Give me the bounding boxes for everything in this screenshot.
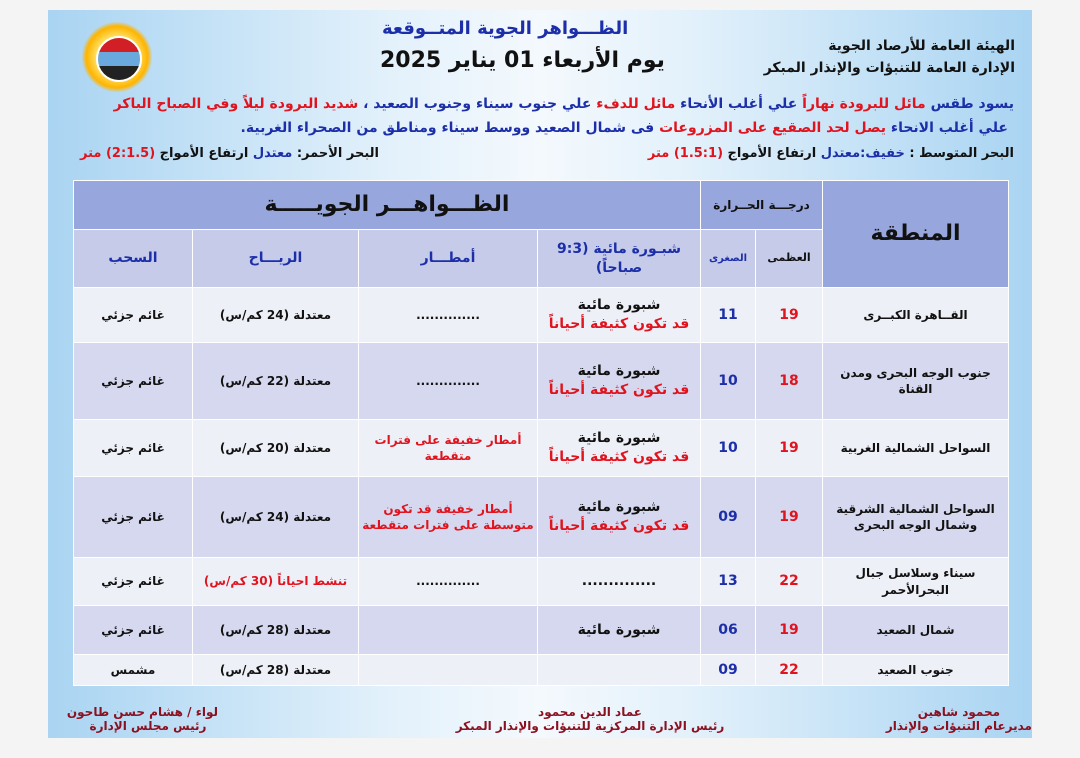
temperature-header: درجـــة الحــرارة [701, 181, 823, 230]
rain-cell: أمطار خفيفة على فترات متقطعة [359, 420, 538, 477]
fog-cell [538, 343, 701, 420]
summary-text: علي أغلب الانحاء [886, 120, 1008, 136]
table-row [74, 420, 1009, 477]
signatory-name: لواء / هشام حسن طاحون [66, 705, 218, 719]
summary-text: علي جنوب سيناء وجنوب الصعيد ، [358, 96, 597, 112]
min-temp-cell: 11 [701, 288, 756, 343]
rain-cell [359, 655, 538, 686]
region-header: المنطقة [823, 181, 1009, 288]
signature-central-director [455, 705, 725, 733]
cloud-cell: غائم جزئي [74, 420, 193, 477]
sea-state: معتدل [252, 146, 293, 161]
wave-height: (2:1.5) متر [80, 146, 156, 161]
min-temp-cell: 10 [701, 343, 756, 420]
forecast-date: يوم الأربعاء 01 يناير 2025 [380, 48, 665, 73]
region-cell: القــاهرة الكبــرى [823, 288, 1009, 343]
cloud-cell: غائم جزئي [74, 558, 193, 606]
table-row [74, 655, 1009, 686]
summary-text: فى شمال الصعيد ووسط سيناء ومناطق من الصحراء الغربية. [240, 120, 660, 136]
wind-cell: معتدلة (28 كم/س) [193, 655, 359, 686]
fog-header: شبـورة مائية (9:3 صباحاً) [538, 230, 701, 288]
wind-cell: معتدلة (28 كم/س) [193, 606, 359, 655]
table-row [74, 558, 1009, 606]
region-cell: السواحل الشمالية الغربية [823, 420, 1009, 477]
summary-text: مائل للبرودة نهاراً [802, 96, 926, 112]
max-temp-header: العظمى [756, 230, 823, 288]
org-name: الهيئة العامة للأرصاد الجوية [828, 38, 1015, 54]
min-temp-cell: 09 [701, 477, 756, 558]
mediterranean-sea-state [648, 146, 1014, 161]
signature-chairman [66, 705, 218, 733]
min-temp-cell: 13 [701, 558, 756, 606]
summary-text: مائل للدفء [596, 96, 676, 112]
fog-text: شبورة مائية [577, 430, 661, 447]
table-row [74, 343, 1009, 420]
cloud-cell: غائم جزئي [74, 343, 193, 420]
wind-cell: معتدلة (24 كم/س) [193, 477, 359, 558]
cloud-cell: غائم جزئي [74, 288, 193, 343]
wind-header: الريـــاح [193, 230, 359, 288]
cloud-cell: مشمس [74, 655, 193, 686]
min-temp-header: الصغرى [701, 230, 756, 288]
cloud-cell: غائم جزئي [74, 477, 193, 558]
fog-note: قد تكون كثيفة أحياناً [548, 518, 690, 534]
signatory-name: محمود شاهين [917, 705, 1001, 719]
cloud-cell: غائم جزئي [74, 606, 193, 655]
region-cell: سيناء وسلاسل جبال البحرالأحمر [823, 558, 1009, 606]
fog-text: شبورة مائية [577, 499, 661, 516]
signatory-title: رئيس مجلس الإدارة [89, 719, 207, 733]
fog-cell [538, 655, 701, 686]
fog-cell [538, 288, 701, 343]
fog-text: شبورة مائية [577, 621, 661, 638]
fog-cell [538, 477, 701, 558]
region-cell: السواحل الشمالية الشرقية وشمال الوجه البحرى [823, 477, 1009, 558]
forecast-table [73, 180, 1009, 686]
phenomena-header: الظـــواهـــر الجويـــــة [74, 181, 701, 230]
sea-label: البحر الأحمر: [292, 146, 379, 161]
region-cell: جنوب الصعيد [823, 655, 1009, 686]
rain-cell: .............. [359, 288, 538, 343]
wind-cell: تنشط احياناً (30 كم/س) [193, 558, 359, 606]
min-temp-cell: 09 [701, 655, 756, 686]
signature-forecast-director [886, 705, 1032, 733]
region-cell: جنوب الوجه البحرى ومدن القناة [823, 343, 1009, 420]
rain-cell [359, 606, 538, 655]
summary-line-1 [114, 96, 1014, 112]
sea-label: البحر المتوسط : [904, 146, 1014, 161]
wave-label: ارتفاع الأمواج [155, 146, 253, 161]
max-temp-cell: 19 [756, 420, 823, 477]
max-temp-cell: 19 [756, 477, 823, 558]
max-temp-cell: 22 [756, 558, 823, 606]
fog-text: .............. [581, 573, 657, 590]
fog-text: شبورة مائية [577, 297, 661, 314]
signatory-name: عماد الدين محمود [538, 705, 642, 719]
min-temp-cell: 06 [701, 606, 756, 655]
rain-cell: أمطار خفيفة قد تكون متوسطة على فترات متقطعة [359, 477, 538, 558]
summary-text: علي أغلب الأنحاء [675, 96, 803, 112]
wind-cell: معتدلة (22 كم/س) [193, 343, 359, 420]
table-row [74, 606, 1009, 655]
fog-cell [538, 558, 701, 606]
wave-height: (1.5:1) متر [647, 146, 724, 161]
red-sea-state [80, 146, 379, 161]
cloud-header: السحب [74, 230, 193, 288]
min-temp-cell: 10 [701, 420, 756, 477]
table-row [74, 288, 1009, 343]
region-cell: شمال الصعيد [823, 606, 1009, 655]
max-temp-cell: 19 [756, 288, 823, 343]
rain-cell: .............. [359, 558, 538, 606]
rain-cell: .............. [359, 343, 538, 420]
page-title: الظـــواهر الجوية المتــوقعة [382, 18, 629, 39]
max-temp-cell: 19 [756, 606, 823, 655]
fog-text: شبورة مائية [577, 363, 661, 380]
fog-note: قد تكون كثيفة أحياناً [548, 382, 690, 398]
signatory-title: رئيس الإدارة المركزية للتنبؤات والإنذار المبكر [455, 719, 725, 733]
ema-logo [82, 22, 152, 92]
table-row [74, 477, 1009, 558]
fog-cell [538, 420, 701, 477]
wind-cell: معتدلة (24 كم/س) [193, 288, 359, 343]
summary-text: يسود طقس [925, 96, 1014, 112]
summary-line-2 [241, 120, 1008, 136]
max-temp-cell: 22 [756, 655, 823, 686]
sea-state: خفيف:معتدل [820, 146, 905, 161]
fog-note: قد تكون كثيفة أحياناً [548, 316, 690, 332]
fog-cell [538, 606, 701, 655]
wave-label: ارتفاع الأمواج [723, 146, 821, 161]
summary-text: يصل لحد الصقيع على المزروعات [659, 120, 887, 136]
fog-note: قد تكون كثيفة أحياناً [548, 449, 690, 465]
signatory-title: مديرعام التنبؤات والإنذار [885, 719, 1032, 733]
summary-text: شديد البرودة ليلاً وفي الصباح الباكر [113, 96, 359, 112]
wind-cell: معتدلة (20 كم/س) [193, 420, 359, 477]
rain-header: أمطـــار [359, 230, 538, 288]
org-department: الإدارة العامة للتنبؤات والإنذار المبكر [763, 60, 1015, 76]
max-temp-cell: 18 [756, 343, 823, 420]
